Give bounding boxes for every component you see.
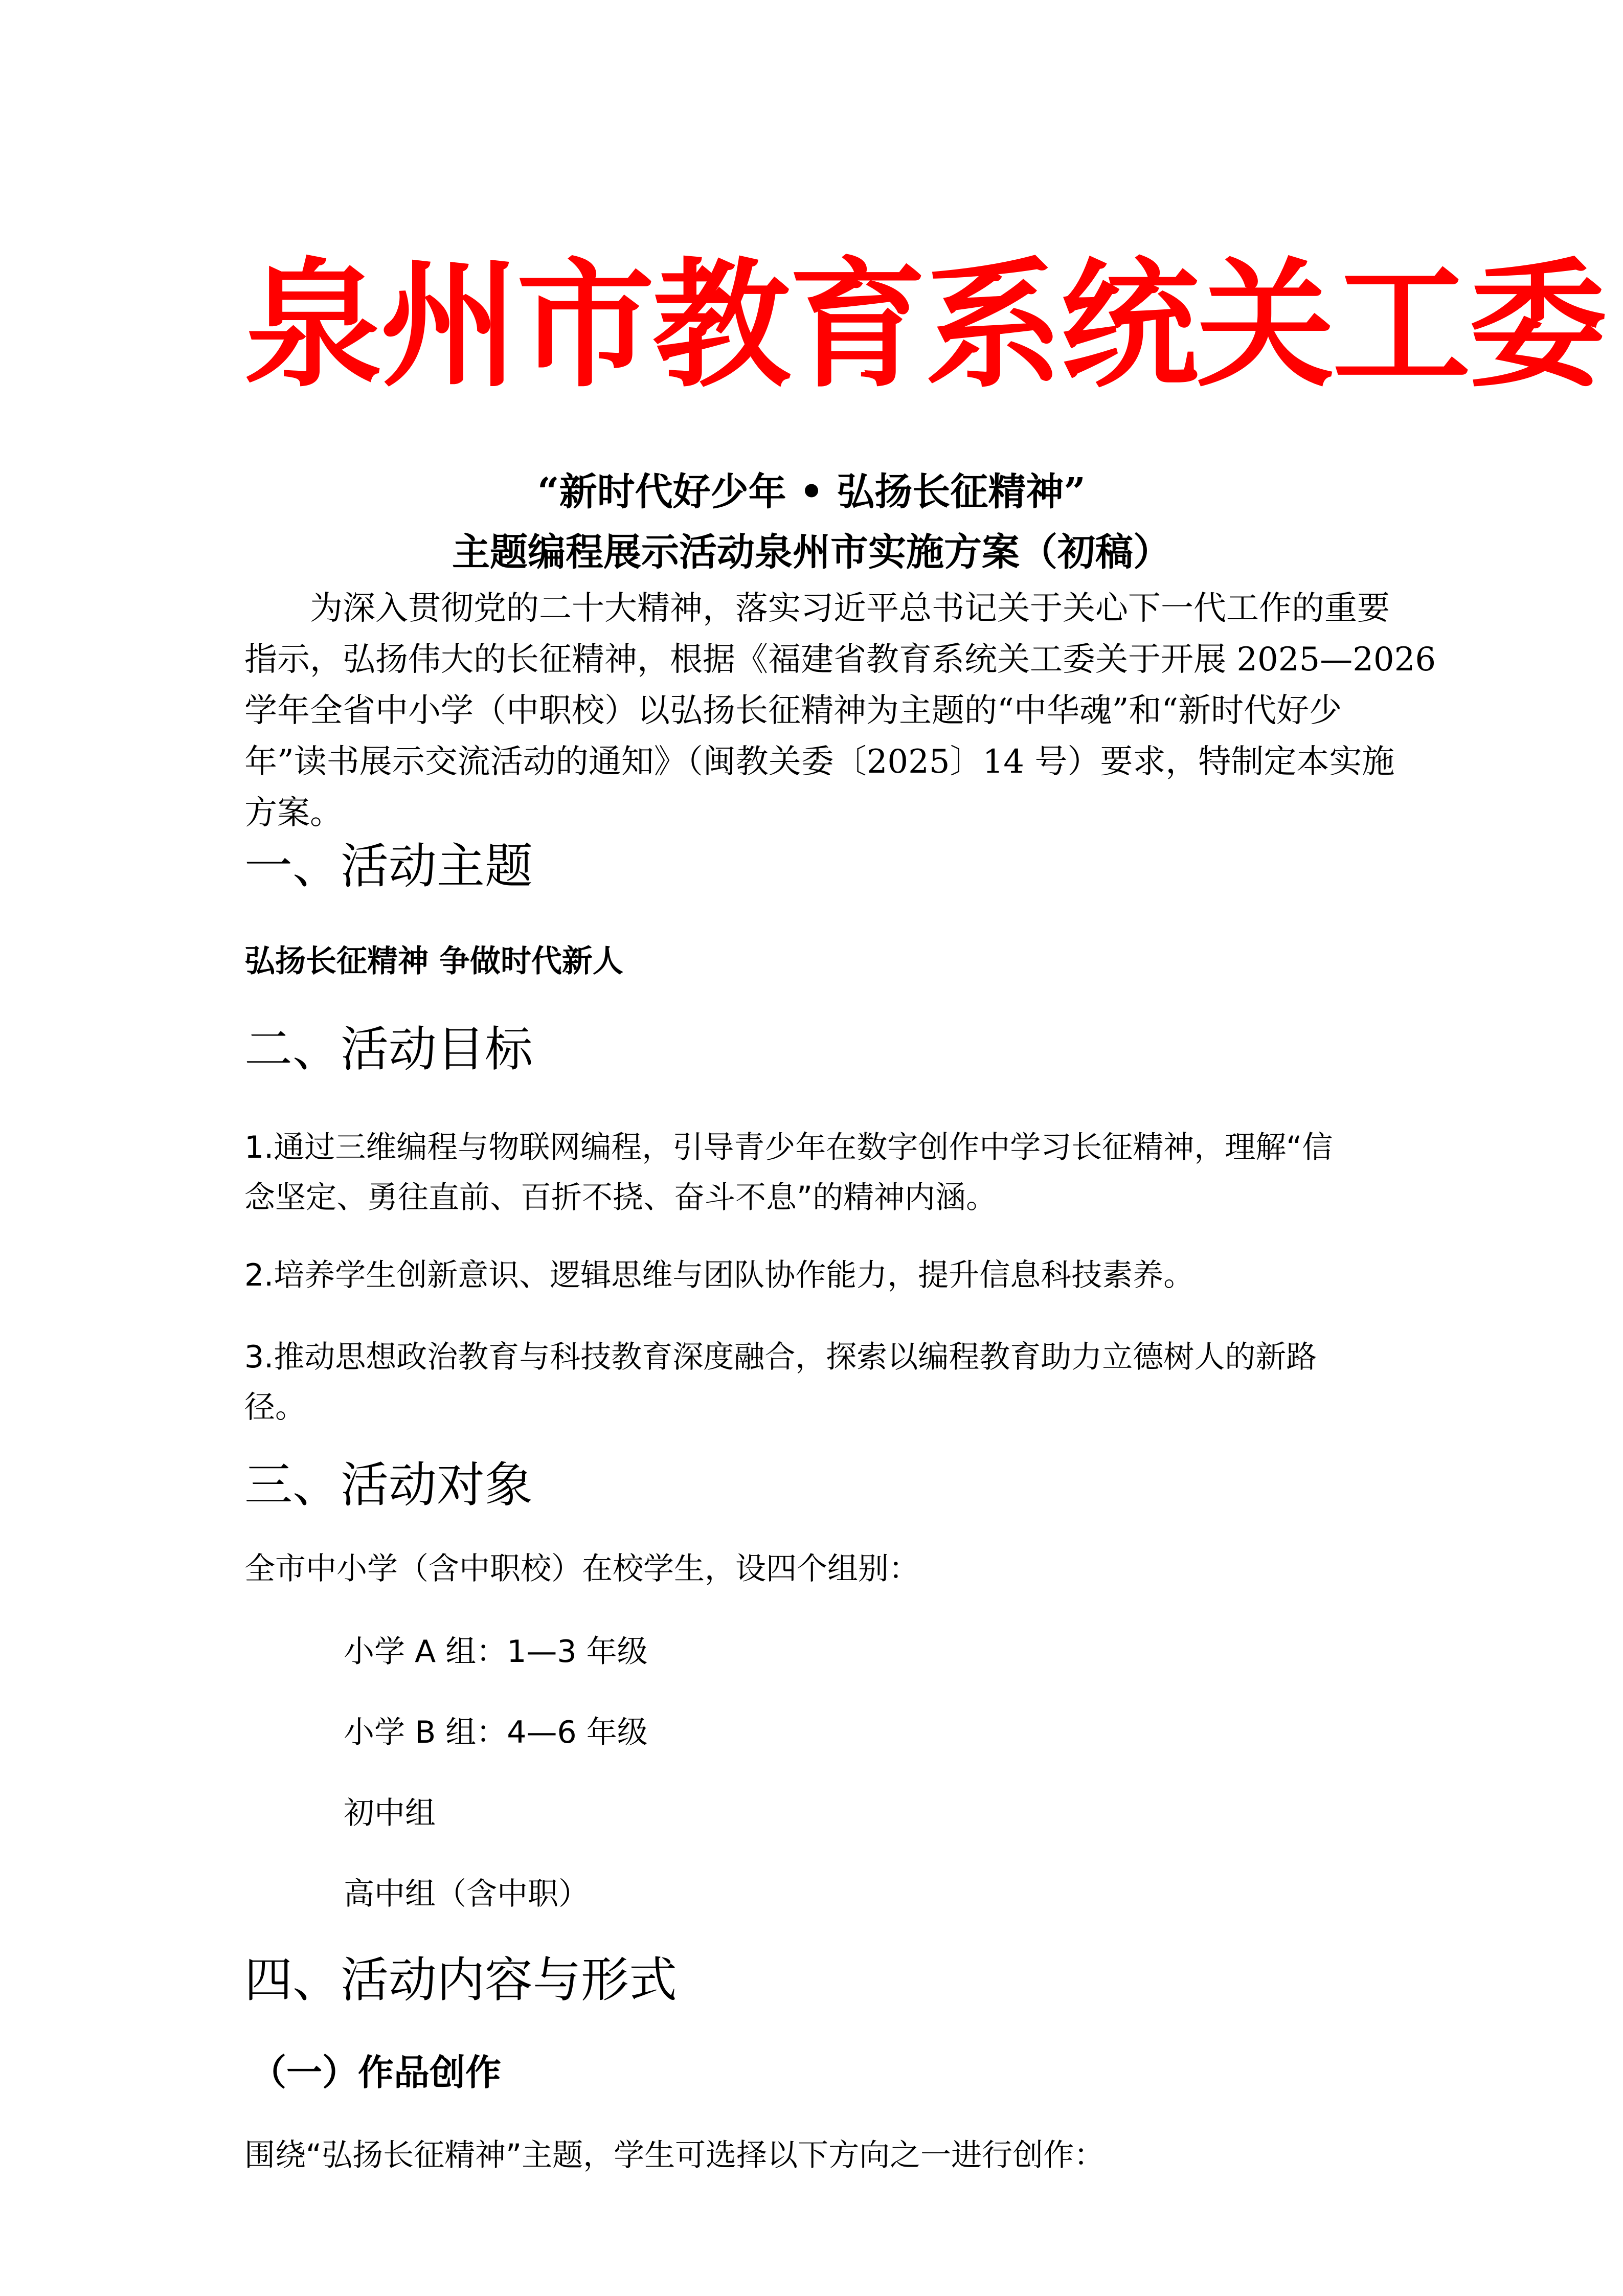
document-title-line-1: “新时代好少年 • 弘扬长征精神” [537, 470, 1086, 514]
goal-3 [244, 1332, 1317, 1432]
group-item: 小学 B 组：4—6 年级 [344, 1715, 648, 1750]
group-item: 小学 A 组：1—3 年级 [344, 1634, 648, 1670]
section-1-heading: 一、活动主题 [244, 839, 533, 894]
section-4-heading: 四、活动内容与形式 [244, 1952, 678, 2008]
intro-line: 学年全省中小学（中职校）以弘扬长征精神为主题的“中华魂”和“新时代好少 [244, 692, 1342, 730]
group-item: 初中组 [344, 1795, 436, 1831]
goal-1-line: 1.通过三维编程与物联网编程，引导青少年在数字创作中学习长征精神，理解“信 [244, 1130, 1333, 1165]
goal-3-line: 3.推动思想政治教育与科技教育深度融合，探索以编程教育助力立德树人的新路 [244, 1339, 1317, 1375]
target-intro: 全市中小学（含中职校）在校学生，设四个组别： [244, 1551, 919, 1587]
intro-paragraph [244, 583, 1436, 839]
goal-3-line: 径。 [244, 1389, 306, 1425]
group-item: 高中组（含中职） [344, 1876, 589, 1912]
goal-1 [244, 1122, 1333, 1223]
goal-1-line: 念坚定、勇往直前、百折不挠、奋斗不息”的精神内涵。 [244, 1180, 997, 1215]
document-title-line-2: 主题编程展示活动泉州市实施方案（初稿） [452, 530, 1171, 574]
intro-line: 为深入贯彻党的二十大精神，落实习近平总书记关于关心下一代工作的重要 [244, 590, 1390, 627]
subsection-1-heading: （一）作品创作 [251, 2052, 501, 2094]
activity-theme: 弘扬长征精神 争做时代新人 [244, 943, 623, 979]
intro-line: 指示，弘扬伟大的长征精神，根据《福建省教育系统关工委关于开展 2025—2026 [244, 641, 1436, 679]
section-2-heading: 二、活动目标 [244, 1022, 533, 1077]
org-header-title: 泉州市教育系统关工委 [244, 243, 1605, 406]
section-3-heading: 三、活动对象 [244, 1457, 533, 1513]
subsection-1-text: 围绕“弘扬长征精神”主题，学生可选择以下方向之一进行创作： [244, 2137, 1105, 2173]
intro-line: 方案。 [244, 794, 343, 832]
intro-line: 年”读书展示交流活动的通知》（闽教关委〔2025〕14 号）要求，特制定本实施 [244, 743, 1395, 781]
goal-2: 2.培养学生创新意识、逻辑思维与团队协作能力，提升信息科技素养。 [244, 1257, 1194, 1293]
